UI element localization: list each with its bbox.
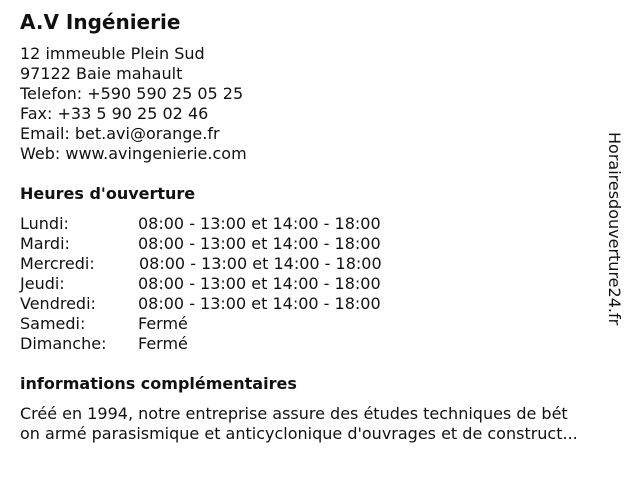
hours-time-value: 08:00 - 13:00 et 14:00 - 18:00: [138, 294, 381, 313]
hours-row-thursday: [20, 274, 382, 294]
info-title: informations complémentaires: [20, 374, 297, 393]
hours-time-value: Fermé: [138, 334, 188, 353]
hours-title: Heures d'ouverture: [20, 184, 196, 203]
hours-table: [20, 214, 382, 354]
hours-day-label: Jeudi:: [20, 274, 65, 293]
hours-time-value: 08:00 - 13:00 et 14:00 - 18:00: [138, 234, 381, 253]
hours-time-value: Fermé: [138, 314, 188, 333]
hours-time-value: 08:00 - 13:00 et 14:00 - 18:00: [139, 254, 382, 273]
hours-day-label: Lundi:: [20, 214, 69, 233]
hours-time-value: 08:00 - 13:00 et 14:00 - 18:00: [138, 214, 381, 233]
hours-row-monday: [20, 214, 382, 234]
hours-day-label: Samedi:: [20, 314, 86, 333]
phone-line[interactable]: Telefon: +590 590 25 05 25: [20, 84, 244, 103]
hours-day-label: Mardi:: [20, 234, 70, 253]
description: [20, 404, 630, 444]
hours-row-wednesday: [20, 254, 382, 274]
business-name: A.V Ingénierie: [20, 10, 181, 34]
hours-row-friday: [20, 294, 382, 314]
description-line-2: on armé parasismique et anticyclonique d'ouvrages et de construct...: [20, 424, 578, 443]
web-line[interactable]: Web: www.avingenierie.com: [20, 144, 247, 163]
address-line-2: 97122 Baie mahault: [20, 64, 183, 83]
hours-day-label: Mercredi:: [20, 254, 95, 273]
contact-block: [20, 44, 247, 164]
address-line-1: 12 immeuble Plein Sud: [20, 44, 205, 63]
hours-row-tuesday: [20, 234, 382, 254]
hours-row-saturday: [20, 314, 382, 334]
watermark: Horairesdouverture24.fr: [605, 132, 624, 326]
hours-time-value: 08:00 - 13:00 et 14:00 - 18:00: [138, 274, 381, 293]
hours-day-label: Vendredi:: [20, 294, 96, 313]
fax-line: Fax: +33 5 90 25 02 46: [20, 104, 209, 123]
hours-day-label: Dimanche:: [20, 334, 107, 353]
description-line-1: Créé en 1994, notre entreprise assure des études techniques de bét: [20, 404, 568, 423]
hours-row-sunday: [20, 334, 382, 354]
email-line[interactable]: Email: bet.avi@orange.fr: [20, 124, 220, 143]
